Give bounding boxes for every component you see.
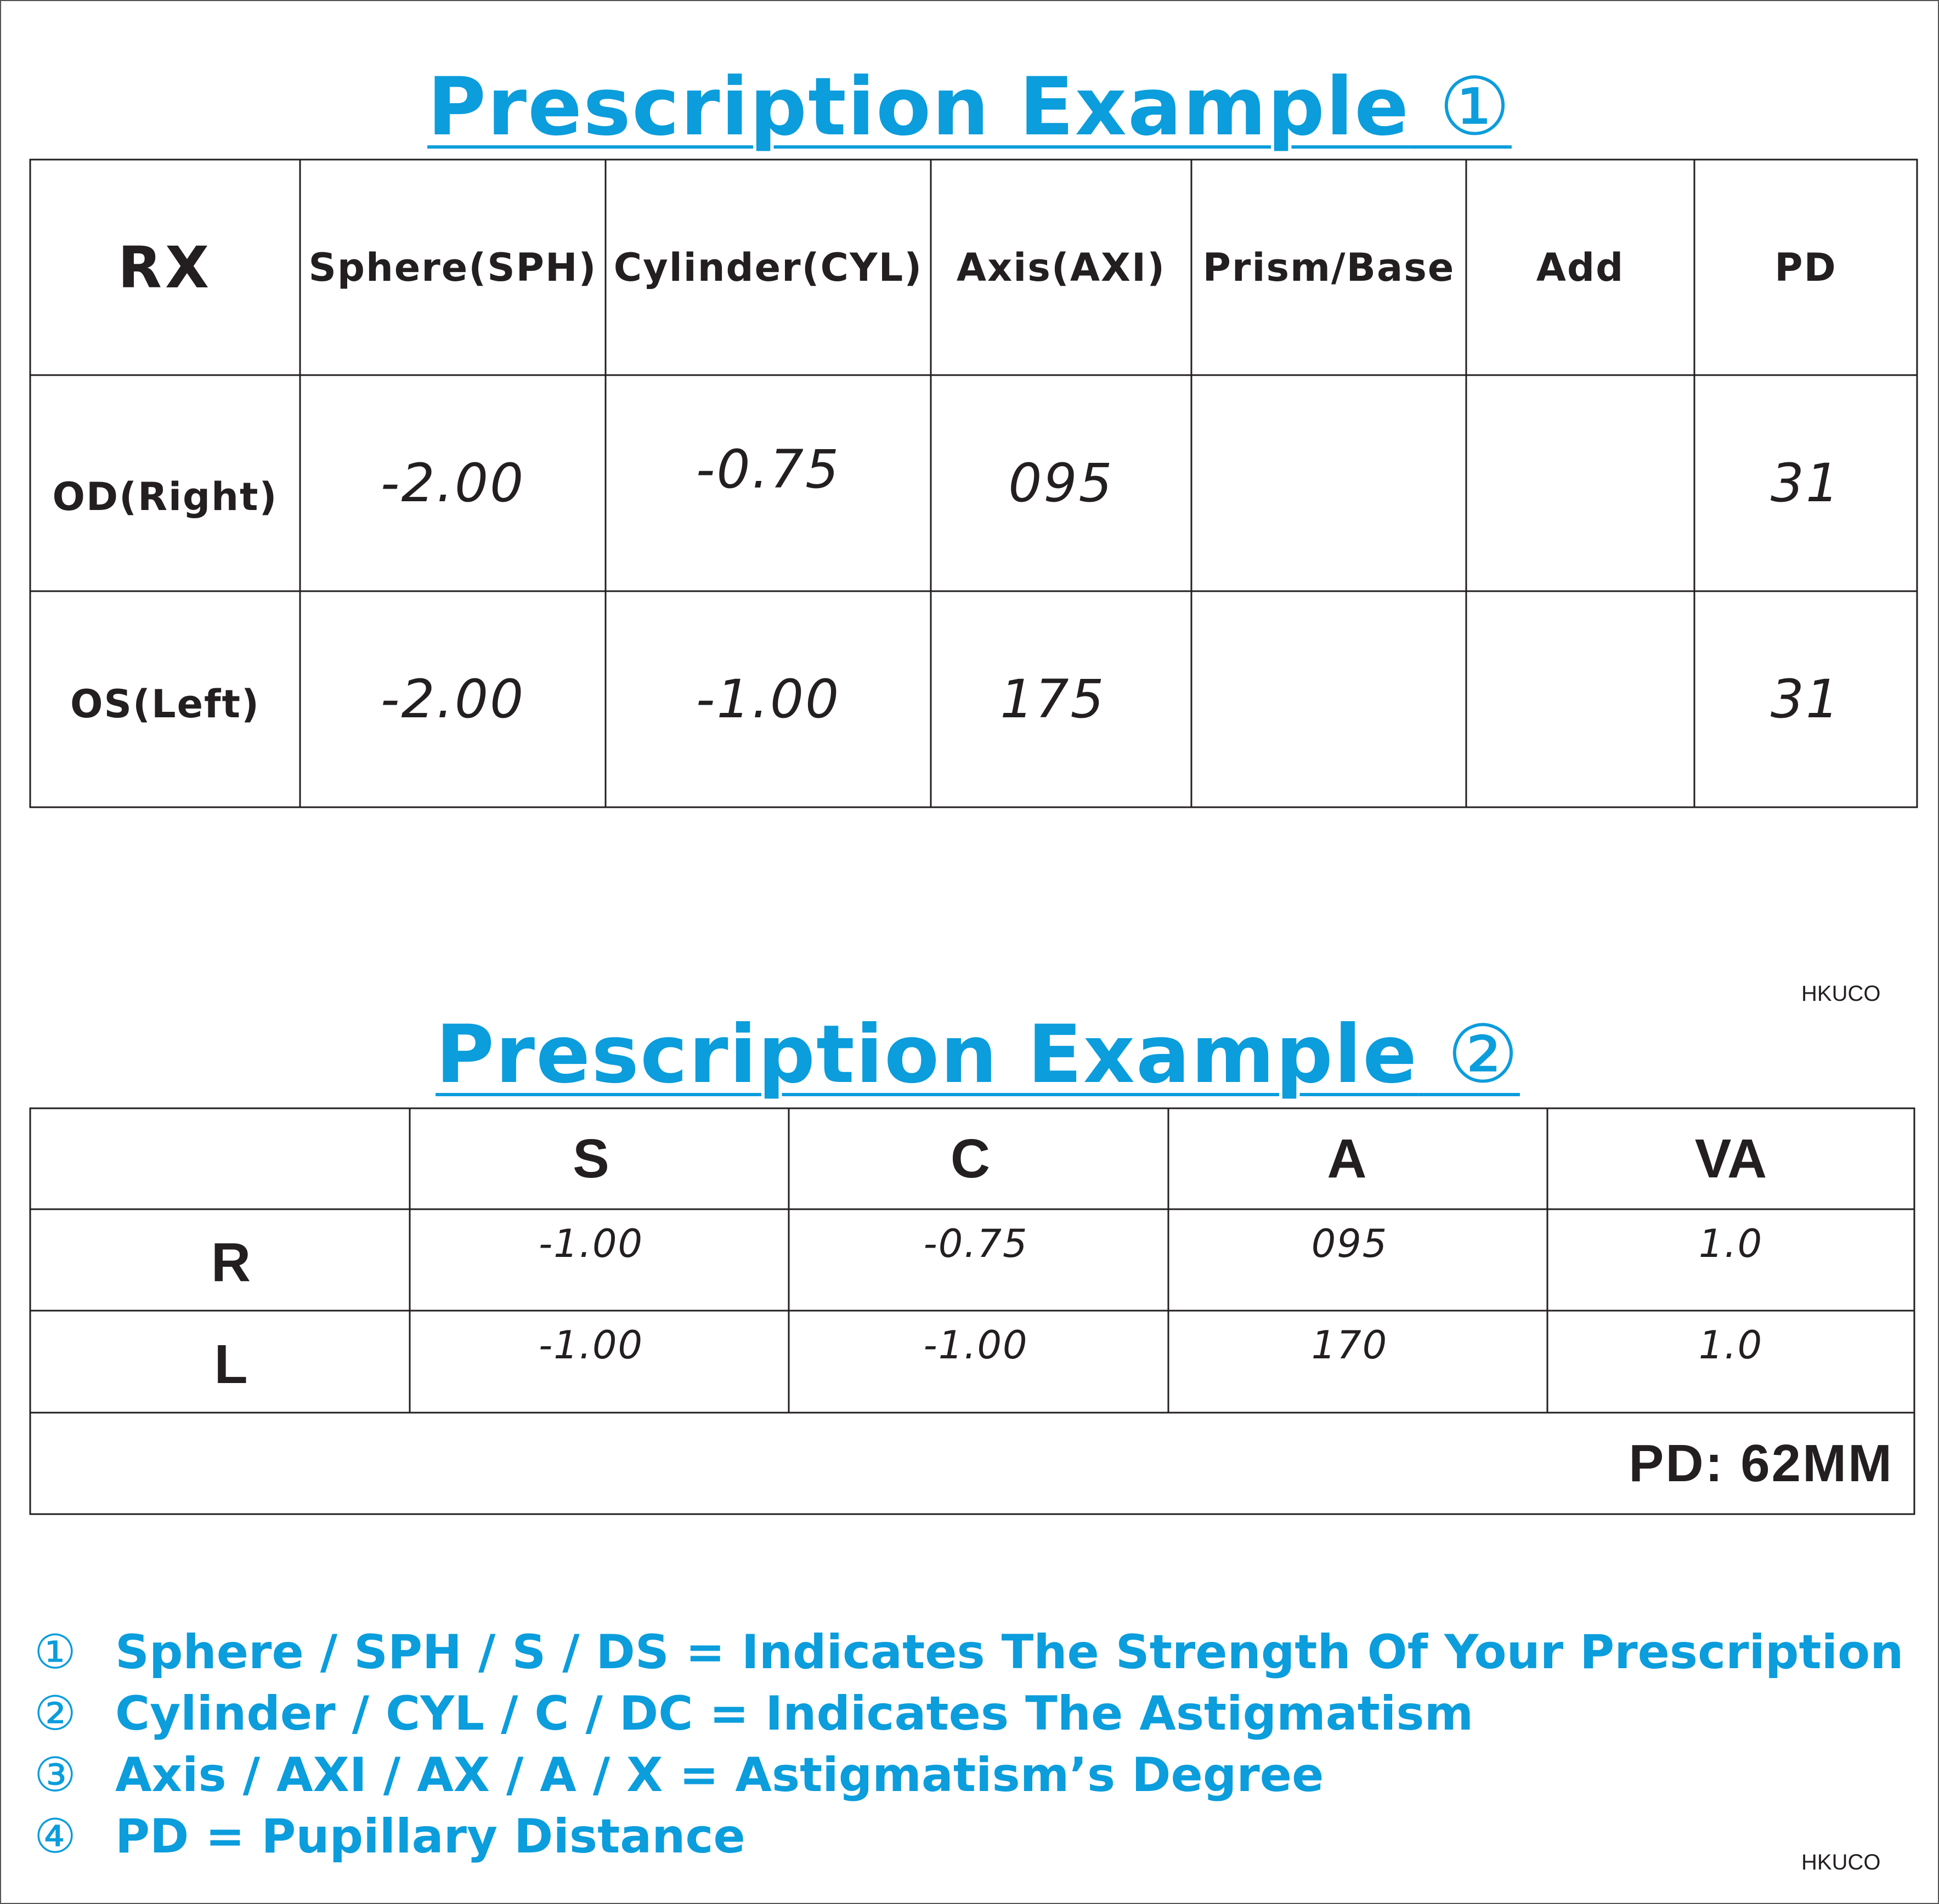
r-va: 1.0	[1698, 1221, 1763, 1266]
row-od-label: OD(Right)	[52, 474, 278, 519]
os-pd: 31	[1770, 668, 1841, 730]
header-add: Add	[1536, 245, 1625, 290]
legend-item-pd: ④ PD = Pupillary Distance	[34, 1809, 745, 1864]
t2-row-r-label: R	[211, 1232, 251, 1293]
rx-header	[30, 160, 300, 375]
l-c: -1.00	[923, 1323, 1028, 1368]
row-os-label: OS(Left)	[70, 682, 260, 727]
r-c: -0.75	[923, 1221, 1028, 1266]
l-a: 170	[1311, 1323, 1388, 1368]
os-sphere: -2.00	[380, 668, 525, 730]
pd-total: PD: 62MM	[1629, 1433, 1893, 1493]
os-add	[1466, 591, 1694, 807]
od-axis: 095	[1008, 452, 1114, 514]
os-prism	[1191, 591, 1466, 807]
watermark-top: HKUCO	[1801, 982, 1881, 1006]
example2-title: Prescription Example ②	[436, 1008, 1520, 1101]
od-sphere: -2.00	[380, 452, 525, 514]
r-a: 095	[1311, 1221, 1388, 1266]
t2-header-s: S	[573, 1127, 609, 1189]
example1-title: Prescription Example ①	[427, 60, 1512, 154]
t2-header-c: C	[950, 1127, 991, 1189]
t2-row-l-label: L	[214, 1333, 248, 1395]
header-sphere: Sphere(SPH)	[308, 245, 597, 290]
watermark-bottom: HKUCO	[1801, 1850, 1881, 1874]
r-s: -1.00	[538, 1221, 644, 1266]
header-axis: Axis(AXI)	[956, 245, 1166, 290]
od-prism	[1191, 375, 1466, 591]
t2-header-a: A	[1327, 1127, 1367, 1189]
os-cylinder: -1.00	[696, 668, 841, 730]
legend-item-axis: ③ Axis / AXI / AX / A / X = Astigmatism’s Degree	[34, 1748, 1324, 1803]
l-s: -1.00	[538, 1323, 644, 1368]
legend-item-cylinder: ② Cylinder / CYL / C / DC = Indicates The Astigmatism	[34, 1686, 1474, 1741]
rx-label: RX	[117, 234, 213, 301]
t2-header-blank	[30, 1108, 410, 1209]
od-pd: 31	[1770, 452, 1841, 514]
legend-item-sphere: ① Sphere / SPH / S / DS = Indicates The Strength Of Your Prescription	[34, 1625, 1904, 1680]
od-cylinder: -0.75	[696, 439, 841, 500]
header-prism-base: Prism/Base	[1202, 245, 1455, 290]
l-va: 1.0	[1698, 1323, 1763, 1368]
header-pd: PD	[1774, 245, 1837, 290]
os-axis: 175	[1000, 668, 1106, 730]
header-cylinder: Cylinder(CYL)	[613, 245, 923, 290]
t2-header-va: VA	[1694, 1127, 1767, 1189]
od-add	[1466, 375, 1694, 591]
